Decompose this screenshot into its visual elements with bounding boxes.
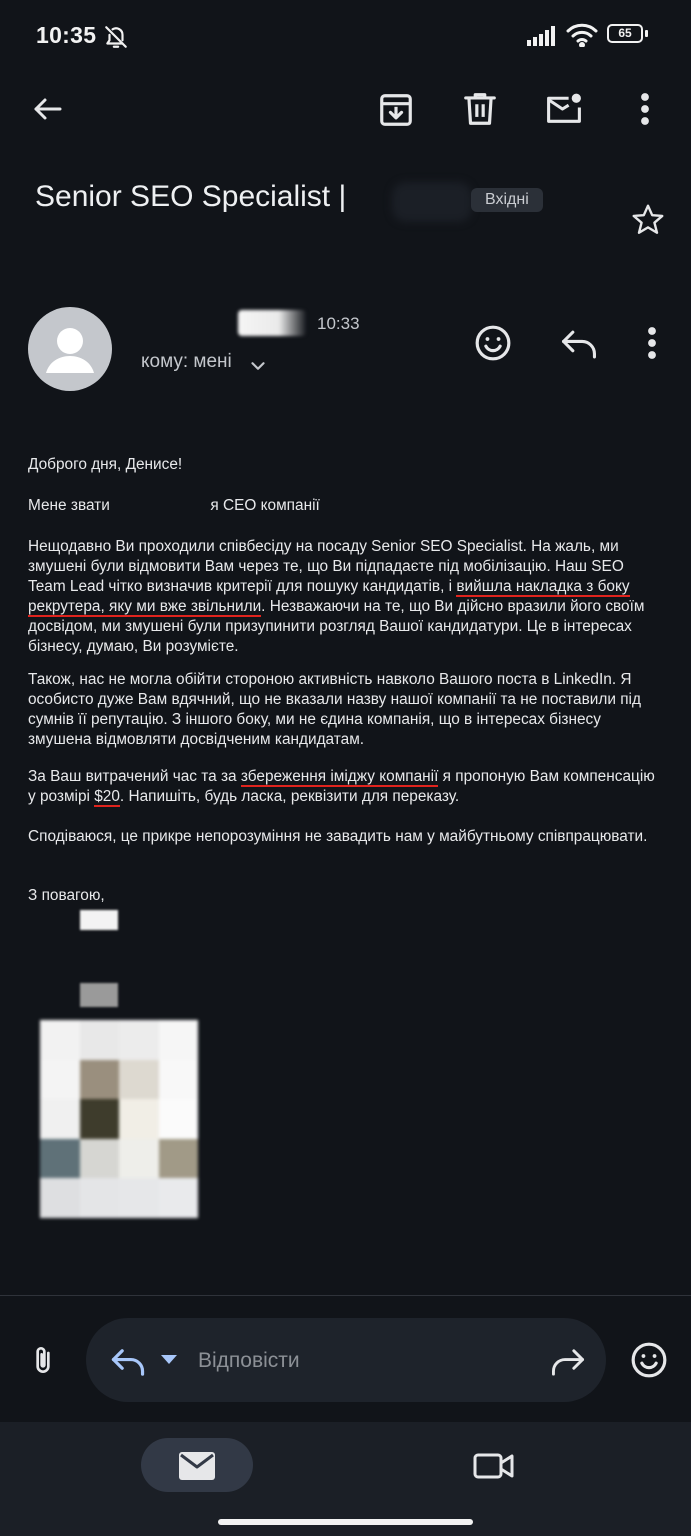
body-paragraph-rejection: [28, 537, 664, 657]
mosaic-cell: [40, 1139, 80, 1179]
label-chip-inbox[interactable]: Вхідні: [471, 188, 543, 212]
body-paragraph-linkedin: Також, нас не могла обійти стороною активність навколо Вашого поста в LinkedIn. Я особисто дуже Вам вдячний, що не вказали назву нашої компанії та не поставили під сумнів її репутацію. З іншого боку, ми не єдина компанія, що в інтересах бізнесу змушена відмовляти досвідченим кандидатам.: [28, 671, 641, 748]
recipient-label[interactable]: кому: мені: [141, 351, 232, 372]
mosaic-cell: [80, 1099, 120, 1139]
email-subject: Senior SEO Specialist |: [35, 180, 347, 213]
mosaic-cell: [40, 1020, 80, 1060]
body-intro: [28, 496, 664, 516]
archive-icon[interactable]: [377, 91, 415, 129]
video-icon[interactable]: [473, 1450, 515, 1482]
caret-down-icon[interactable]: [159, 1352, 179, 1366]
text-segment: Нещодавно Ви проходили співбесіду на посаду Senior SEO Specialist. На жаль, ми змушені були відмовити Вам через те, що Ви підпадаєте під мобілізацію. Наш SEO Team Lead чітко визначив критерії для пошуку кандидатів, і: [28, 538, 624, 595]
status-time: 10:35: [36, 22, 97, 48]
reply-icon[interactable]: [110, 1345, 146, 1377]
body-intro-end: я CEO компанії: [210, 497, 320, 514]
home-indicator[interactable]: [218, 1519, 473, 1525]
underlined-text: вийшла накладка з боку рекрутера, яку ми вже звільнили: [28, 578, 630, 615]
text-segment: За Ваш витрачений час та за: [28, 768, 241, 785]
more-vert-icon[interactable]: [633, 91, 657, 127]
text-segment: . Напишіть, будь ласка, реквізити для переказу.: [119, 788, 460, 805]
email-time: 10:33: [317, 314, 360, 333]
mosaic-cell: [159, 1178, 199, 1218]
mail-icon[interactable]: [178, 1451, 216, 1481]
mosaic-cell: [80, 1178, 120, 1218]
mosaic-cell: [40, 1178, 80, 1218]
emoji-icon[interactable]: [630, 1341, 668, 1379]
wifi-icon: [566, 23, 598, 47]
body-intro-start: Мене звати: [28, 497, 110, 514]
body-greeting: Доброго дня, Денисе!: [28, 456, 183, 473]
pixelated-signature-image: [40, 1020, 198, 1218]
star-icon[interactable]: [630, 202, 666, 238]
redacted-signature: [80, 983, 118, 1007]
underlined-amount: $20: [94, 788, 120, 805]
cellular-signal-icon: [527, 26, 561, 46]
battery-level: 65: [618, 26, 632, 40]
mosaic-cell: [80, 1020, 120, 1060]
mark-unread-icon[interactable]: [544, 89, 584, 129]
mosaic-cell: [159, 1139, 199, 1179]
mosaic-cell: [80, 1139, 120, 1179]
battery-tip: [645, 30, 648, 37]
divider: [0, 1295, 691, 1296]
body-paragraph-compensation: [28, 767, 664, 807]
mosaic-cell: [40, 1060, 80, 1100]
mosaic-cell: [119, 1099, 159, 1139]
redacted-subject: [392, 182, 472, 222]
mosaic-cell: [159, 1060, 199, 1100]
body-paragraph-closing: Сподіваюся, це прикре непорозуміння не завадить нам у майбутньому співпрацювати.: [28, 828, 648, 845]
attach-icon[interactable]: [27, 1344, 59, 1378]
mosaic-cell: [119, 1178, 159, 1218]
mosaic-cell: [159, 1020, 199, 1060]
mosaic-cell: [119, 1020, 159, 1060]
redacted-sender-name: [238, 310, 306, 336]
mosaic-cell: [40, 1099, 80, 1139]
text-segment: . Незважаючи на те, що Ви дійсно вразили його своїм досвідом, ми змушені були призупинити розгляд Вашої кандидатури. Це в інтересах бізнесу, думаю, Ви розумієте.: [28, 598, 645, 655]
reply-placeholder[interactable]: Відповісти: [198, 1349, 300, 1372]
mosaic-cell: [119, 1139, 159, 1179]
body-sign-off: З повагою,: [28, 887, 105, 904]
emoji-icon[interactable]: [474, 324, 512, 362]
redacted-name: [114, 498, 206, 512]
redacted-signature: [80, 910, 118, 930]
mosaic-cell: [80, 1060, 120, 1100]
battery-indicator: [607, 24, 643, 43]
mosaic-cell: [159, 1099, 199, 1139]
chevron-down-icon[interactable]: [247, 355, 269, 377]
text-segment: я пропоную Вам компенсацію у розмірі: [28, 768, 655, 805]
arrow-left-icon[interactable]: [30, 91, 66, 127]
trash-icon[interactable]: [461, 90, 499, 128]
bell-off-icon: [103, 24, 129, 50]
mosaic-cell: [119, 1060, 159, 1100]
forward-icon[interactable]: [550, 1345, 586, 1377]
underlined-text: збереження іміджу компанії: [240, 768, 439, 785]
reply-icon[interactable]: [560, 326, 598, 360]
more-vert-icon[interactable]: [640, 325, 664, 361]
avatar[interactable]: [28, 307, 112, 391]
